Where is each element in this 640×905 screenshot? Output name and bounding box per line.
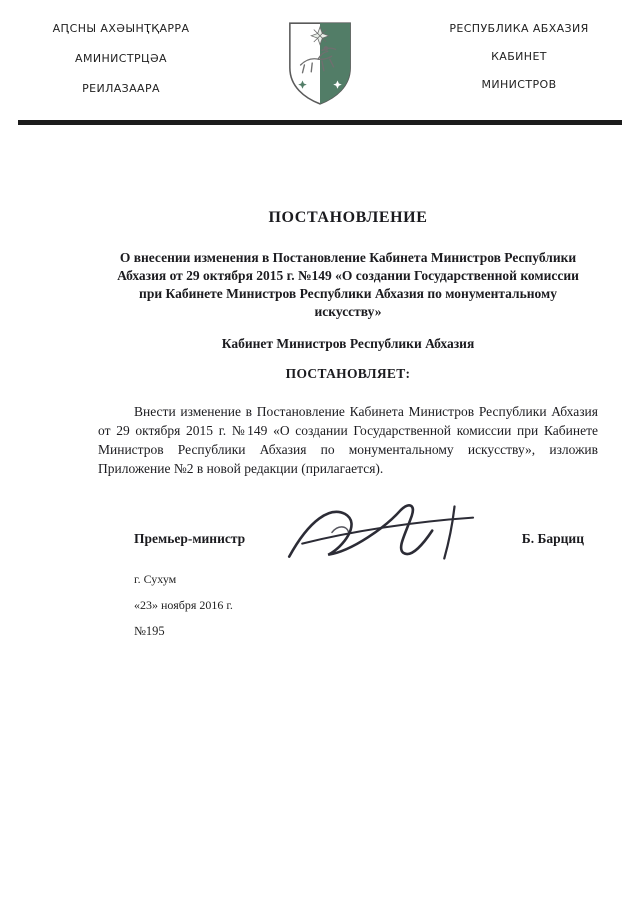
- header-divider: [18, 120, 622, 125]
- resolves-line: ПОСТАНОВЛЯЕТ:: [285, 366, 411, 381]
- header-left-block: [26, 22, 216, 112]
- document-header: [0, 0, 640, 112]
- header-left-line-3: РЕИЛАЗААРА: [82, 82, 160, 95]
- document-content: [98, 209, 598, 639]
- header-left-line-1: АԤСНЫ АХӘЫНҬҚАРРА: [52, 22, 190, 35]
- signer-name: Б. Барциц: [521, 531, 584, 546]
- header-right-line-1: РЕСПУБЛИКА АБХАЗИЯ: [449, 22, 589, 35]
- header-left-line-2: АМИНИСТРЦӘА: [75, 52, 167, 65]
- document-footer: [134, 572, 598, 639]
- footer-date: «23» ноября 2016 г.: [134, 598, 233, 612]
- issuer-line: Кабинет Министров Республики Абхазия: [221, 336, 475, 351]
- document-subject: О внесении изменения в Постановление Кабинета Министров Республики Абхазия от 29 октября 2015 г. №149 «О создании Государственной комиссии при Кабинете Министров Республики Абхазия по монументальному искусству»: [117, 250, 579, 319]
- footer-city: г. Сухум: [134, 572, 177, 586]
- arms-star-large: [311, 27, 329, 45]
- header-right-line-2: КАБИНЕТ: [491, 50, 547, 63]
- header-right-block: [424, 22, 614, 106]
- signer-role: Премьер-министр: [134, 531, 246, 546]
- signature-scribble: [245, 522, 522, 556]
- footer-number: №195: [134, 624, 165, 638]
- header-right-line-3: МИНИСТРОВ: [481, 78, 557, 91]
- coat-of-arms: [285, 20, 355, 108]
- document-title: ПОСТАНОВЛЕНИЕ: [268, 209, 428, 226]
- body-paragraph: Внести изменение в Постановление Кабинета Министров Республики Абхазия от 29 октября 2015 г. №149 «О создании Государственной комиссии при Кабинете Министров Республики Абхазия по монументальному искусству», изложив Приложение №2 в новой редакции (прилагается).: [98, 404, 598, 476]
- signature-block: [134, 522, 598, 556]
